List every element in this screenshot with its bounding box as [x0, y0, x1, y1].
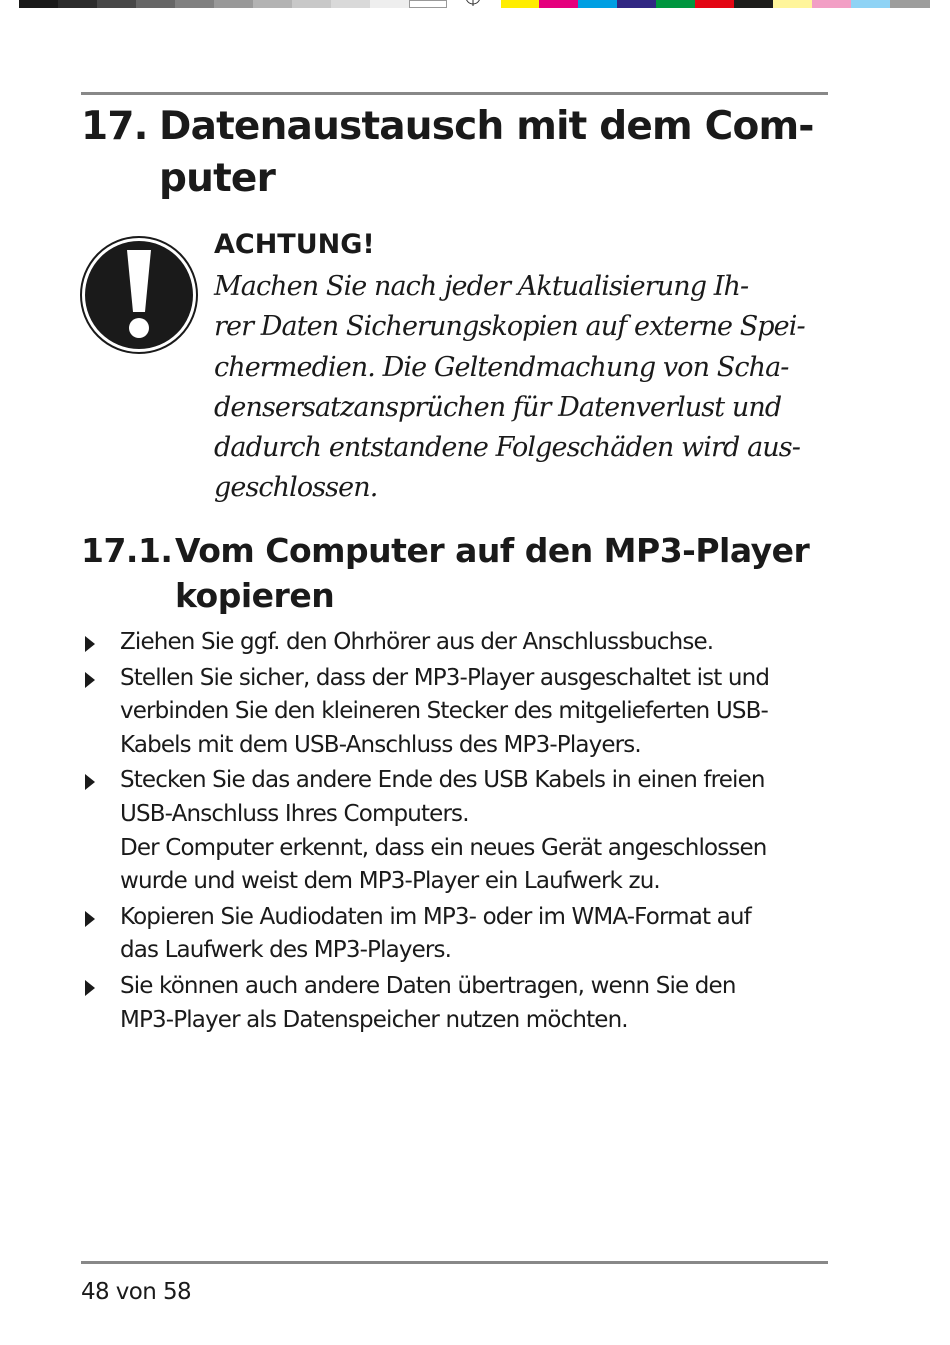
section-title: [175, 528, 809, 618]
list-item-line: Stellen Sie sicher, dass der MP3-Player ausgeschaltet ist und: [120, 664, 770, 691]
footer-rule: [81, 1261, 828, 1264]
color-patch: [890, 0, 930, 8]
section-title-line: Vom Computer auf den MP3-Player: [175, 531, 810, 570]
warning-line: rer Daten Sicherungskopien auf externe Spei-: [214, 311, 805, 343]
color-patch: [851, 0, 890, 8]
page-number: 48 von 58: [81, 1279, 192, 1305]
list-item-line: wurde und weist dem MP3-Player ein Laufwerk zu.: [120, 868, 660, 895]
list-item: [81, 764, 821, 898]
gray-patch: [175, 0, 214, 8]
section-title-line: kopieren: [175, 576, 335, 615]
list-item: [81, 901, 821, 968]
list-item-line: MP3-Player als Datenspeicher nutzen möchten.: [120, 1006, 628, 1033]
color-patch: [578, 0, 617, 8]
list-item-line: Der Computer erkennt, dass ein neues Gerät angeschlossen: [120, 834, 767, 861]
color-patch: [617, 0, 656, 8]
color-patch: [812, 0, 851, 8]
gray-patch: [214, 0, 253, 8]
list-item-line: Sie können auch andere Daten übertragen, wenn Sie den: [120, 972, 736, 999]
warning-line: chermedien. Die Geltendmachung von Scha-: [214, 351, 789, 383]
color-patch: [501, 0, 539, 8]
triangle-bullet-icon: [84, 635, 96, 653]
list-item-line: das Laufwerk des MP3-Players.: [120, 937, 452, 964]
chapter-title: [159, 101, 814, 205]
chapter-number: 17.: [81, 104, 148, 149]
list-item-line: verbinden Sie den kleineren Stecker des mitgelieferten USB-: [120, 698, 768, 725]
list-item-text: [120, 662, 821, 763]
warning-line: Machen Sie nach jeder Aktualisierung Ih-: [214, 271, 749, 302]
gray-patch: [136, 0, 175, 8]
registration-mark-icon: [463, 0, 483, 6]
list-item-text: [120, 970, 821, 1037]
header-rule: [81, 92, 828, 95]
list-item: [81, 970, 821, 1037]
gray-patch: [19, 0, 58, 8]
color-patch: [656, 0, 695, 8]
list-item-line: Ziehen Sie ggf. den Ohrhörer aus der Anschlussbuchse.: [120, 629, 714, 655]
list-item-text: [120, 764, 821, 898]
triangle-bullet-icon: [84, 979, 96, 997]
chapter-title-line: puter: [159, 156, 276, 201]
gray-patch: [370, 0, 409, 8]
list-item-text: [120, 901, 821, 968]
triangle-bullet-icon: [84, 671, 96, 689]
triangle-bullet-icon: [84, 773, 96, 791]
list-item-text: [120, 626, 821, 660]
instruction-list: [81, 626, 821, 1037]
list-item-line: Kabels mit dem USB-Anschluss des MP3-Players.: [120, 731, 641, 758]
warning-line: geschlossen.: [214, 472, 378, 504]
gray-patch: [97, 0, 136, 8]
warning-text: [214, 267, 805, 509]
exclamation-icon: [80, 236, 198, 354]
gray-patch: [253, 0, 292, 8]
list-item-line: Kopieren Sie Audiodaten im MP3- oder im WMA-Format auf: [120, 903, 751, 930]
color-patch: [773, 0, 812, 8]
color-patch: [734, 0, 773, 8]
list-item: [81, 626, 821, 660]
warning-line: densersatzansprüchen für Datenverlust und: [214, 391, 782, 423]
color-patch: [539, 0, 578, 8]
triangle-bullet-icon: [84, 910, 96, 928]
list-item-line: USB-Anschluss Ihres Computers.: [120, 800, 469, 827]
warning-line: dadurch entstandene Folgeschäden wird aus-: [214, 432, 800, 464]
section-number: 17.1.: [81, 531, 173, 570]
gray-patch: [409, 0, 447, 8]
chapter-title-line: Datenaustausch mit dem Com-: [159, 104, 814, 149]
color-patch: [695, 0, 734, 8]
gray-patch: [58, 0, 97, 8]
list-item: [81, 662, 821, 763]
warning-title: ACHTUNG!: [214, 229, 375, 260]
gray-patch: [331, 0, 370, 8]
gray-patch: [292, 0, 331, 8]
list-item-line: Stecken Sie das andere Ende des USB Kabels in einen freien: [120, 767, 765, 794]
